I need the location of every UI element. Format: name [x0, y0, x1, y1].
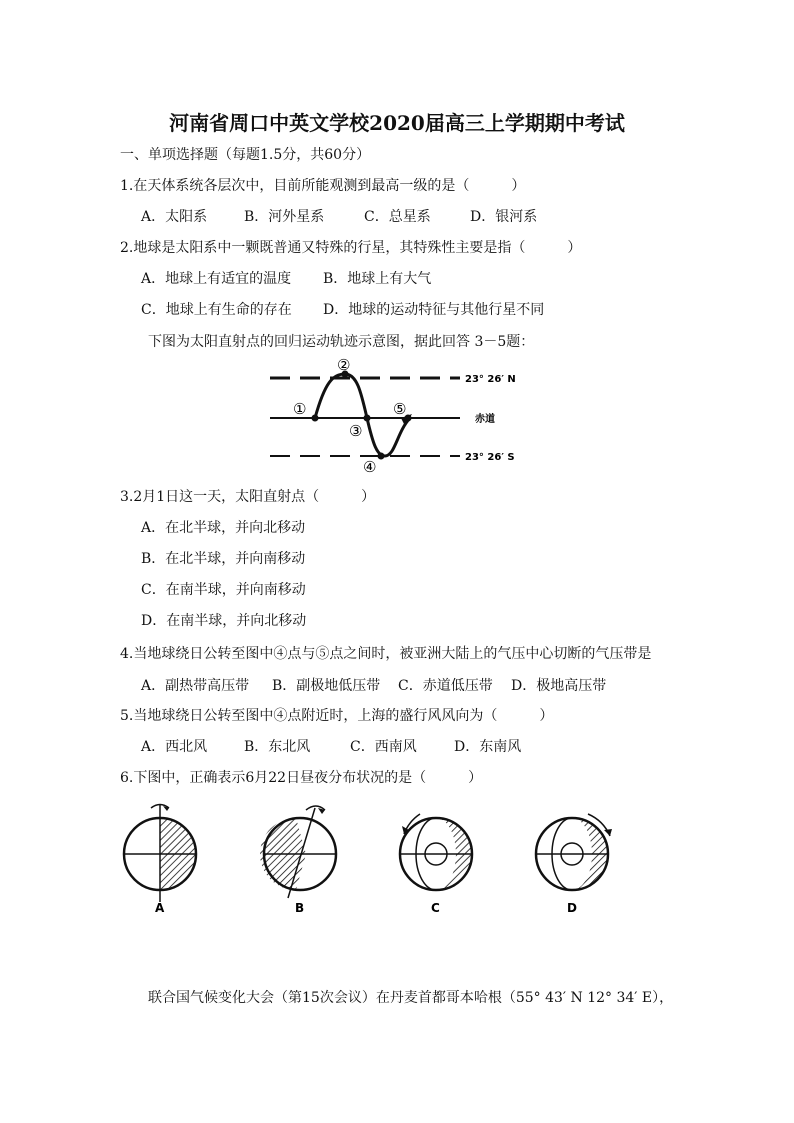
q2-option-b[interactable]: B．地球上有大气 — [323, 271, 432, 287]
q2-option-d[interactable]: D．地球的运动特征与其他行星不同 — [323, 302, 545, 318]
q4-option-b[interactable]: B．副极地低压带 — [272, 678, 381, 694]
globe-c[interactable] — [400, 814, 472, 915]
section-heading: 一、单项选择题（每题1.5分，共60分） — [120, 147, 371, 163]
south-tropic-label: 23° 26′ S — [465, 452, 515, 463]
point-4-label: ④ — [363, 458, 377, 476]
globe-b-label: B — [295, 901, 305, 915]
day-night-diagrams — [110, 798, 630, 916]
question-3-stem: 3.2月1日这一天，太阳直射点（ ） — [120, 489, 376, 505]
point-3-dot — [364, 415, 371, 422]
point-2-label: ② — [337, 356, 351, 374]
q1-option-b[interactable]: B．河外星系 — [244, 209, 325, 225]
q5-option-b[interactable]: B．东北风 — [244, 739, 311, 755]
q5-option-d[interactable]: D．东南风 — [454, 739, 522, 755]
question-1-stem: 1.在天体系统各层次中，目前所能观测到最高一级的是（ ） — [120, 178, 526, 194]
q3-option-b[interactable]: B．在北半球，并向南移动 — [141, 551, 306, 567]
question-2-stem: 2.地球是太阳系中一颗既普通又特殊的行星，其特殊性主要是指（ ） — [120, 240, 582, 256]
question-4-stem: 4.当地球绕日公转至图中④点与⑤点之间时，被亚洲大陆上的气压中心切断的气压带是 — [120, 646, 652, 662]
point-5-label: ⑤ — [393, 400, 407, 418]
globe-d[interactable] — [536, 814, 612, 915]
globe-a[interactable] — [124, 804, 196, 915]
q2-option-a[interactable]: A．地球上有适宜的温度 — [141, 271, 292, 287]
globe-a-label: A — [155, 901, 165, 915]
q3-option-c[interactable]: C．在南半球，并向南移动 — [141, 582, 306, 598]
equator-label: 赤道 — [475, 414, 495, 425]
q4-option-a[interactable]: A．副热带高压带 — [141, 678, 250, 694]
point-3-label: ③ — [349, 422, 363, 440]
subsolar-point-diagram — [255, 352, 545, 477]
q4-option-c[interactable]: C．赤道低压带 — [398, 678, 493, 694]
bottom-passage: 联合国气候变化大会（第15次会议）在丹麦首都哥本哈根（55° 43′ N 12° 34′ E）， — [148, 990, 674, 1006]
north-tropic-label: 23° 26′ N — [465, 374, 516, 385]
globe-b[interactable] — [260, 806, 336, 915]
q5-option-c[interactable]: C．西南风 — [350, 739, 417, 755]
q5-option-a[interactable]: A．西北风 — [141, 739, 208, 755]
q1-option-d[interactable]: D．银河系 — [470, 209, 538, 225]
question-6-stem: 6.下图中，正确表示6月22日昼夜分布状况的是（ ） — [120, 770, 483, 786]
q3-option-a[interactable]: A．在北半球，并向北移动 — [141, 520, 306, 536]
page-title: 河南省周口中英文学校2020届高三上学期期中考试 — [169, 111, 625, 135]
q1-option-c[interactable]: C．总星系 — [364, 209, 431, 225]
point-1-dot — [312, 415, 319, 422]
q4-option-d[interactable]: D．极地高压带 — [511, 678, 607, 694]
globe-d-label: D — [567, 901, 577, 915]
figure-intro: 下图为太阳直射点的回归运动轨迹示意图，据此回答 3－5题： — [148, 334, 535, 350]
q1-option-a[interactable]: A．太阳系 — [141, 209, 208, 225]
globe-c-label: C — [431, 901, 440, 915]
q3-option-d[interactable]: D．在南半球，并向北移动 — [141, 613, 307, 629]
question-5-stem: 5.当地球绕日公转至图中④点附近时，上海的盛行风风向为（ ） — [120, 708, 554, 724]
point-1-label: ① — [293, 400, 307, 418]
q2-option-c[interactable]: C．地球上有生命的存在 — [141, 302, 292, 318]
point-4-dot — [378, 453, 385, 460]
